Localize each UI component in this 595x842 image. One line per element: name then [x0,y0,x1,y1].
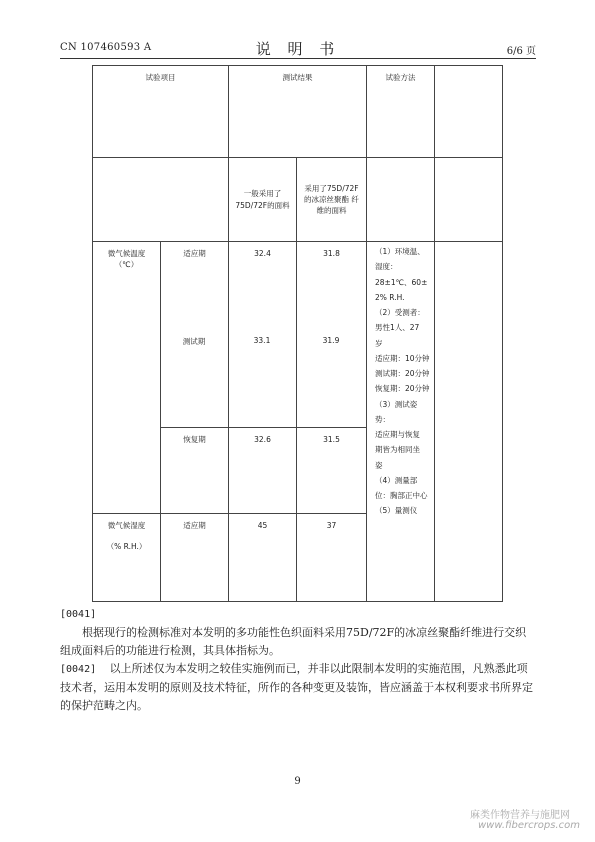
method-line: 适应期：10分钟 [375,353,430,363]
method-line: 位：胸部正中心 [375,491,428,500]
header-empty-cell [435,66,503,158]
phase-label: 适应期 [161,514,229,602]
test-method-cell [367,242,435,602]
method-line: 28±1℃、60± [375,277,428,287]
document-title: 说 明 书 [255,40,341,58]
method-line: （5）量测仪 [375,506,418,516]
method-line: 湿度： [375,262,398,272]
subheader-ordinary-fabric: 一般采用了 75D/72F的面料 [229,158,297,242]
empty-cell [435,158,503,242]
value-cell: 31.9 [322,336,340,345]
empty-cell [367,158,435,242]
method-line: 恢复期：20分钟 [375,384,430,394]
value-cell: 45 [229,514,297,602]
header-test-results: 测试结果 [229,66,367,158]
item-humidity-cell [93,514,161,602]
value-cell: 33.1 [253,336,271,345]
paragraph-0042 [60,660,536,715]
paragraph-text: 以上所述仅为本发明之较佳实施例而已，并非以此限制本发明的实施范围，凡熟悉此项技术者，运用本发明的原则及技术特征，所作的各种变更及装饰，皆应涵盖于本权利要求书所界定的保护范畴之内。 [60,662,533,712]
method-line: （1）环境温、 [375,247,425,256]
empty-cell [93,158,229,242]
method-line: 岁 [375,338,383,348]
page-header [60,38,536,56]
test-results-table [92,65,503,602]
paragraph-tag: [0041] [60,609,97,620]
method-line: 2% R.H. [375,292,405,302]
value-cell: 37 [297,514,367,602]
empty-cell [435,242,503,602]
page-indicator: 6/6 页 [506,46,536,57]
subheader-cool-fabric: 采用了75D/72F 的冰凉丝聚酯 纤维的面料 [297,158,367,242]
watermark-line1: 麻类作物营养与施肥网 [470,810,570,821]
method-line: （2）受测者： [375,308,425,317]
item-temperature-cell [93,242,161,514]
phase-label: 适应期 [161,242,229,428]
method-line: 男性1人、27 [375,323,420,333]
phase-label: 测试期 [182,337,206,346]
watermark-line2: www.fibercrops.com [478,820,580,831]
patent-number: CN 107460593 A [60,42,152,53]
value-cell: 31.5 [297,428,367,514]
item-temperature-label: 微气候温度 [107,249,146,258]
paragraph-0041 [60,606,536,660]
item-humidity-unit: （% R.H.） [106,542,147,552]
method-line: 适应期与恢复 [375,430,420,439]
paragraph-text: 根据现行的检测标准对本发明的多功能性色织面料采用75D/72F的冰凉丝聚酯纤维进行交织组成面料后的功能进行检测，其具体指标为。 [60,626,527,657]
value-cell: 32.4 [229,242,297,428]
value-cell: 32.6 [229,428,297,514]
method-line: 期皆为相同坐 [375,445,420,455]
method-line: 姿 [375,460,383,470]
item-humidity-label: 微气候湿度 [107,521,146,530]
value-cell: 31.8 [297,242,367,428]
paragraph-tag: [0042] [60,664,97,675]
method-line: 势： [375,414,390,424]
header-test-item: 试验项目 [93,66,229,158]
header-test-method: 试验方法 [367,66,435,158]
item-temperature-unit: （℃） [114,260,139,270]
header-rule [60,58,536,59]
page-number: 9 [294,776,301,787]
method-line: （3）测试姿 [375,399,418,409]
phase-label: 恢复期 [161,428,229,514]
method-line: （4）测量部 [375,475,418,485]
row-test-period [160,336,364,352]
method-line: 测试期：20分钟 [375,369,430,378]
